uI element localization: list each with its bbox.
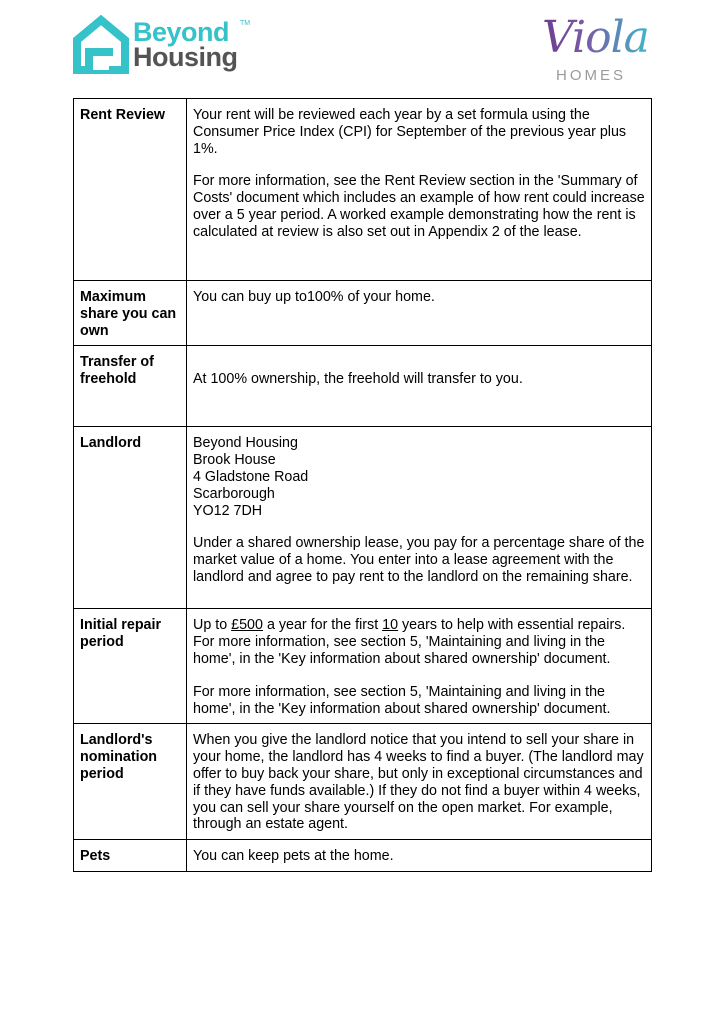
repair-text: years to help with essential repairs. For more information, see section 5, 'Maintaining and living in the home', in the 'Key information about shared ownership' document. (193, 617, 626, 667)
max-share-text: You can buy up to100% of your home. (193, 289, 435, 305)
row-content (187, 346, 652, 427)
table-row (74, 609, 652, 724)
row-label: Landlord's nomination period (74, 724, 187, 840)
beyond-housing-logo (73, 14, 251, 78)
repair-paragraph: For more information, see section 5, 'Maintaining and living in the home', in the 'Key information about shared ownership' document. (193, 683, 611, 717)
table-row (74, 840, 652, 872)
row-label: Transfer of freehold (74, 346, 187, 427)
row-label: Maximum share you can own (74, 281, 187, 346)
table-row (74, 346, 652, 427)
rent-review-paragraph: For more information, see the Rent Review section in the 'Summary of Costs' document which includes an example of how rent could increase over a 5 year period. A worked example demonstrating how the rent is calculated at review is also set out in Appendix 2 of the lease. (193, 173, 645, 240)
address-line: Beyond Housing (193, 435, 298, 452)
house-icon (73, 14, 129, 74)
nomination-text: When you give the landlord notice that you intend to sell your share in your home, the landlord has 4 weeks to find a buyer. (The landlord may offer to buy back your share, but only in exceptional circumstances and if they have funds available.) If they do not find a buyer within 4 weeks, you can sell your share yourself on the open market. For example, through an estate agent. (193, 732, 644, 833)
row-label: Pets (74, 840, 187, 872)
logo-trademark: TM (240, 20, 251, 27)
logo-beyond-text: Beyond (133, 17, 230, 47)
row-label: Initial repair period (74, 609, 187, 724)
lease-summary-table (73, 98, 652, 872)
repair-text: a year for the first (262, 617, 383, 634)
table-row (74, 99, 652, 281)
row-content (187, 99, 652, 281)
row-content (187, 281, 652, 346)
rent-review-paragraph: Your rent will be reviewed each year by a set formula using the Consumer Price Index (CPI) for September of the previous year plus 1%. (193, 107, 627, 157)
row-content (187, 840, 652, 872)
table-row (74, 281, 652, 346)
row-label: Landlord (74, 427, 187, 609)
row-label: Rent Review (74, 99, 187, 281)
viola-homes-logo (540, 12, 650, 88)
landlord-address (193, 435, 645, 519)
logo-viola-text: Viola (542, 12, 649, 63)
row-content (187, 609, 652, 724)
logo-housing-text: Housing (133, 42, 238, 72)
repair-years: 10 (382, 617, 399, 634)
address-line: YO12 7DH (193, 502, 263, 519)
repair-text: Up to (193, 617, 232, 634)
landlord-paragraph: Under a shared ownership lease, you pay for a percentage share of the market value of a home. You enter into a lease agreement with the landlord and agree to pay rent to the landlord on the remaining share. (193, 535, 645, 585)
repair-amount: £500 (231, 617, 263, 634)
repair-paragraph (193, 617, 645, 667)
table-row (74, 724, 652, 840)
transfer-text: At 100% ownership, the freehold will transfer to you. (193, 371, 523, 388)
address-line: Scarborough (193, 485, 275, 502)
address-line: Brook House (193, 452, 276, 469)
pets-text: You can keep pets at the home. (193, 848, 394, 865)
address-line: 4 Gladstone Road (193, 468, 309, 485)
table-row (74, 427, 652, 609)
row-content (187, 427, 652, 609)
row-content (187, 724, 652, 840)
logo-homes-text: HOMES (556, 67, 627, 84)
